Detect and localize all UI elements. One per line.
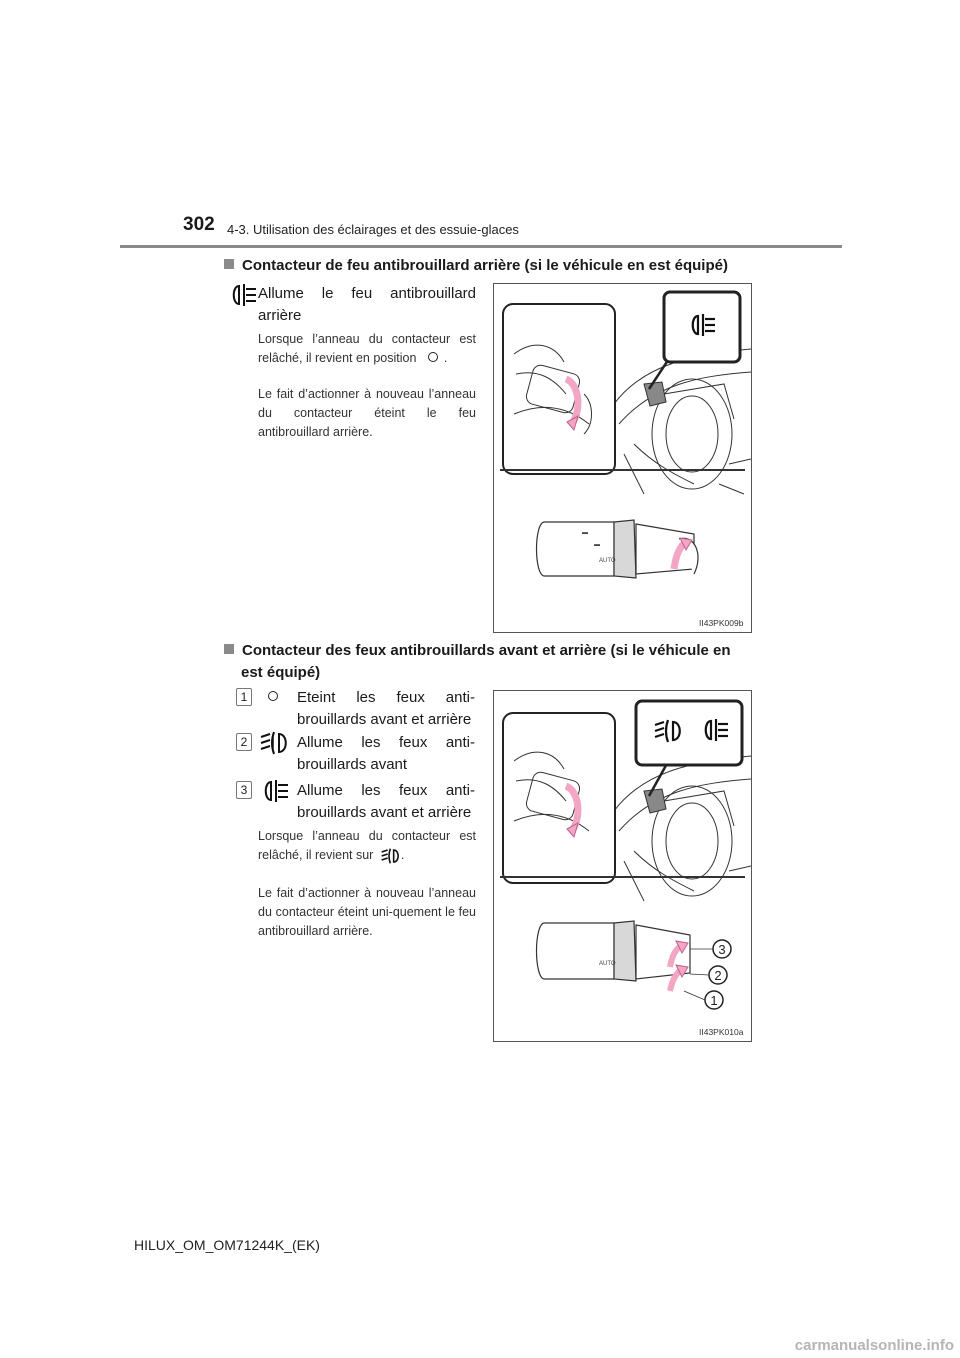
rear-fog-light-icon xyxy=(262,779,290,803)
figure-rear-fog-switch xyxy=(493,283,752,633)
rear-fog-note-repeat: Le fait d’actionner à nouveau l’anneau du contacteur éteint le feu antibrouillard arrière. xyxy=(258,387,476,439)
rear-fog-item-text: Allume le feu antibrouillard arrière xyxy=(258,285,476,324)
callout-1: 1 xyxy=(710,993,718,1008)
front-fog-light-icon xyxy=(260,731,290,755)
item-text-3: Allume les feux anti-brouillards avant et arrière xyxy=(297,782,475,821)
item-text-1: Eteint les feux anti-brouillards avant et arrière xyxy=(297,689,475,728)
svg-text:▬: ▬ xyxy=(582,530,588,536)
svg-text:AUTO: AUTO xyxy=(599,558,616,564)
svg-text:AUTO: AUTO xyxy=(599,961,616,967)
figure-front-rear-fog-switch xyxy=(493,690,752,1042)
section-marker xyxy=(224,259,234,269)
chapter-title: 4-3. Utilisation des éclairages et des essuie-glaces xyxy=(227,222,519,237)
off-circle-icon xyxy=(428,352,438,362)
front-rear-fog-note-repeat: Le fait d’actionner à nouveau l’anneau du contacteur éteint uni-quement le feu antibrouillard arrière. xyxy=(258,886,476,938)
item-text-2: Allume les feux anti-brouillards avant xyxy=(297,734,475,773)
item-number-1: 1 xyxy=(236,688,252,706)
section-marker xyxy=(224,644,234,654)
item-number-2: 2 xyxy=(236,733,252,751)
callout-2: 2 xyxy=(714,968,722,983)
svg-text:▬: ▬ xyxy=(594,542,600,548)
front-rear-fog-note-return: Lorsque l’anneau du contacteur est relâché, il revient sur . xyxy=(258,827,476,865)
footer-model-code: HILUX_OM_OM71244K_(EK) xyxy=(134,1237,320,1253)
rear-fog-light-icon xyxy=(230,283,258,307)
figure-code-2: II43PK010a xyxy=(699,1027,744,1037)
section-title-rear-fog: Contacteur de feu antibrouillard arrière (si le véhicule en est équipé) xyxy=(224,255,728,277)
front-fog-light-icon xyxy=(381,847,401,865)
item-number-3: 3 xyxy=(236,781,252,799)
header-divider xyxy=(120,245,842,248)
section-title-front-rear-fog: Contacteur des feux antibrouillards avant et arrière (si le véhicule en est équipé) xyxy=(224,640,748,684)
callout-3: 3 xyxy=(718,942,726,957)
figure-code-1: II43PK009b xyxy=(699,618,744,628)
watermark: carmanualsonline.info xyxy=(794,1337,954,1354)
rear-fog-note-return: Lorsque l’anneau du contacteur est relâché, il revient en position . xyxy=(258,332,476,365)
off-circle-icon xyxy=(268,691,278,701)
page-number: 302 xyxy=(183,214,215,235)
